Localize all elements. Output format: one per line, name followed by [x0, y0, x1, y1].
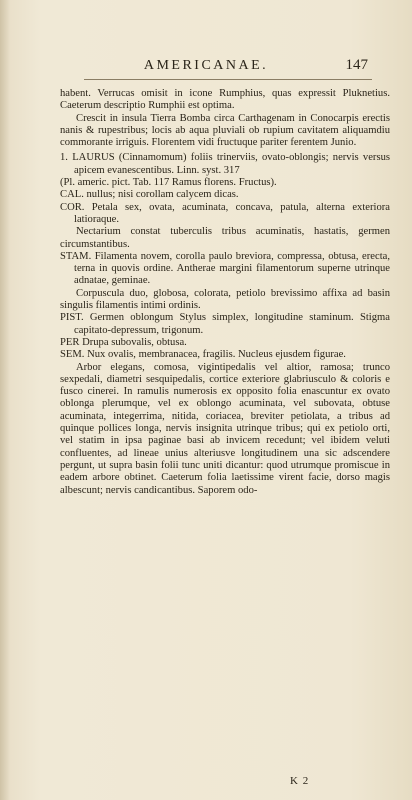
- signature-mark: K 2: [290, 775, 310, 787]
- paragraph-stamens: STAM. Filamenta novem, corolla paulo breviora, compressa, obtusa, erecta, terna in quovis ordine. Antherae margini filamentorum superne utrinque adnatae, geminae.: [60, 250, 390, 287]
- page-body: [60, 88, 390, 497]
- paragraph-calyx: CAL. nullus; nisi corollam calycem dicas.: [60, 189, 239, 201]
- paragraph-crescit: Crescit in insula Tierra Bomba circa Carthagenam in Conocarpis erectis nanis & rupestribus; locis ab aqua pluviali ob rupium cavitatem aliquamdiu commorante irriguis. Florentem vidi fructuque pariter ferentem Junio.: [60, 112, 390, 149]
- running-title: AMERICANAE.: [143, 58, 269, 73]
- paragraph-corpuscula: Corpuscula duo, globosa, colorata, petiolo brevissimo affixa ad basin singulis filamentis intimi ordinis.: [60, 287, 390, 312]
- paragraph-pericarp: PER Drupa subovalis, obtusa.: [60, 336, 187, 348]
- paragraph-verrucas: habent. Verrucas omisit in icone Rumphius, quas expressit Pluknetius. Caeterum descriptio Rumphii est optima.: [60, 88, 390, 112]
- header-rule: [84, 79, 372, 80]
- page-gutter-shadow: [0, 0, 10, 800]
- paragraph-corolla: COR. Petala sex, ovata, acuminata, concava, patula, alterna exteriora latioraque.: [60, 201, 390, 225]
- paragraph-laurus-heading: 1. LAURUS (Cinnamomum) foliis trinerviis, ovato-oblongis; nervis versus apicem evanescentibus. Linn. syst. 317: [60, 152, 390, 176]
- paragraph-seed: SEM. Nux ovalis, membranacea, fragilis. Nucleus ejusdem figurae.: [60, 349, 346, 361]
- page-header: [0, 58, 412, 80]
- paragraph-arbor: Arbor elegans, comosa, vigintipedalis vel altior, ramosa; trunco sexpedali, diametri sesquipedalis, cortice exteriore glabriusculo & coloris e fusco cinerei. In ramulis numerosis ex opposito folia enascuntur ex ovato oblonga plerumque, vel ex oblongo acuminata, vel subovata, obtuse acuminata, integerrima, nitida, coriacea, breviter petiolata, a tribus ad quinque pollices longa, nervis insignita utrinque tribus; qui ex petiolo orti, vel statim in ipsa paginae basi ab invicem recedunt; vel ibidem veluti confluentes, ad lineae unius alteriusve longitudinem una sic adscendere pergunt, ut supra basin folii tunc uniti dicantur: quod utrumque promiscue in eadem arbore obtinet. Caeterum folia laetissime virent facie, dorso magis albescunt; nervis candicantibus. Saporem odo-: [60, 361, 390, 496]
- paragraph-nectarium: Nectarium constat tuberculis tribus acuminatis, hastatis, germen circumstantibus.: [60, 226, 390, 250]
- paragraph-pistil: PIST. Germen oblongum Stylus simplex, longitudine staminum. Stigma capitato-depressum, trigonum.: [60, 312, 390, 336]
- page-number: 147: [345, 57, 368, 73]
- paragraph-plate-reference: (Pl. americ. pict. Tab. 117 Ramus florens. Fructus).: [60, 177, 277, 189]
